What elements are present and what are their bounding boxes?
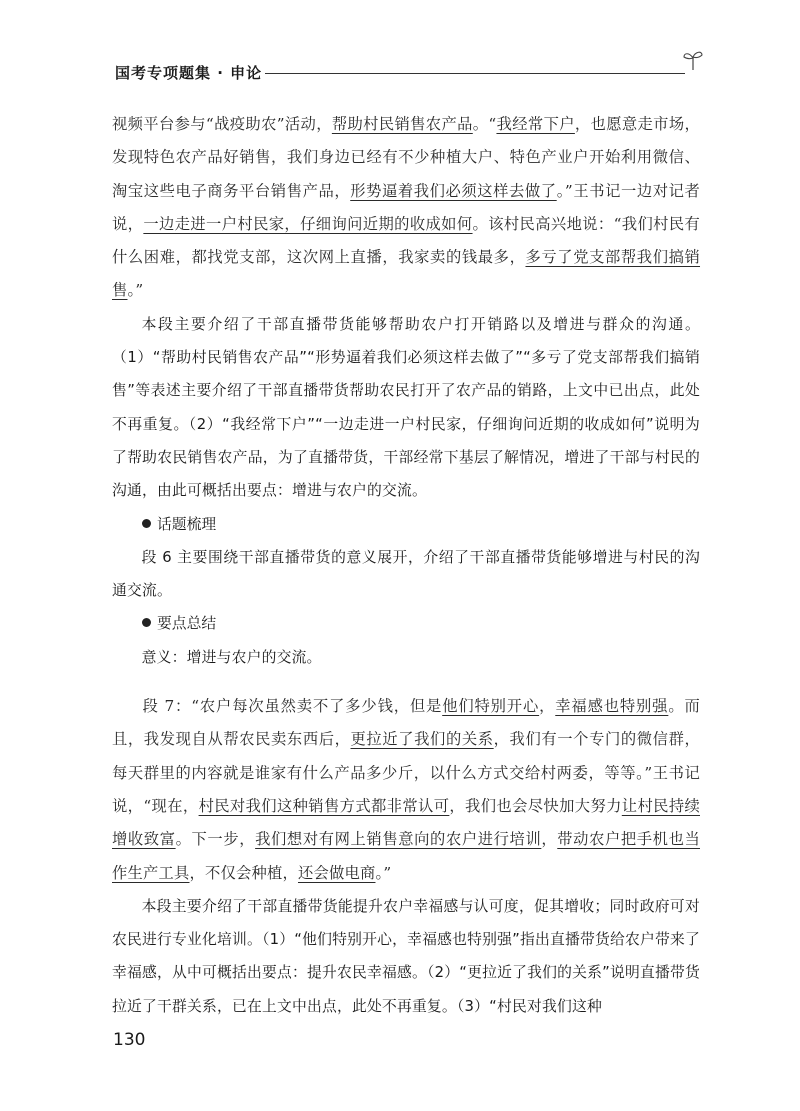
- topic-text: 段 6 主要围绕干部直播带货的意义展开，介绍了干部直播带货能够增进与村民的沟通交流。: [112, 548, 700, 600]
- text-run: 。该村民高兴地说：“我们村民有什么困难，都找党支部，这次网上直播，我家卖的钱最多，: [112, 214, 700, 267]
- text-run: 段 7：“农户每次虽然卖不了多少钱，但是: [142, 697, 443, 716]
- spacer: [112, 674, 700, 690]
- summary-text: 意义：增进与农户的交流。: [141, 648, 322, 666]
- underlined-phrase: 我经常下户: [496, 115, 575, 133]
- analysis-paragraph-7: 本段主要介绍了干部直播带货能提升农户幸福感与认可度，促其增收；同时政府可对农民进行专业化培训。（1）“他们特别开心，幸福感也特别强”指出直播带货给农户带来了幸福感，从中可概括出要点：提升农民幸福感。（2）“更拉近了我们的关系”说明直播带货拉近了干群关系，已在上文中出点，此处不再重复。（3）“村民对我们这种: [112, 897, 700, 1015]
- header-rule: [265, 73, 685, 74]
- page-number: 130: [113, 1030, 146, 1050]
- underlined-phrase: 让村民持续增收致富: [112, 796, 700, 849]
- underlined-phrase: 更拉近了我们的关系: [350, 730, 494, 749]
- text-run: 。下一步，: [175, 830, 256, 849]
- underlined-phrase: 我们想对有网上销售意向的农户进行培训: [255, 830, 542, 849]
- text-run: ，也愿意走市场，发现特色农产品好销售，我们身边已经有不少种植大户、特色产业户开始利用微信、淘宝这些电子商务平台销售产品，: [112, 115, 700, 200]
- text-run: ，我们有一个专门的微信群，每天群里的内容就是谁家有什么产品多少斤，以什么方式交给村两委，等等。”王书记说，“现在，: [112, 730, 700, 815]
- sprout-icon: [681, 48, 705, 72]
- text-run: ，: [539, 697, 556, 716]
- text-run: 。”王书记一边对记者说，: [112, 181, 700, 233]
- text-run: ，: [541, 830, 558, 849]
- text-run: 视频平台参与“战疫助农”活动，: [112, 115, 332, 133]
- header-title: 国考专项题集 · 申论: [115, 64, 263, 82]
- underlined-phrase: 形势逼着我们必须这样去做了: [350, 181, 557, 200]
- underlined-phrase: 他们特别开心: [442, 697, 540, 716]
- running-header: [115, 62, 695, 86]
- bullet-icon: [142, 519, 151, 528]
- underlined-phrase: 村民对我们这种销售方式都非常认可: [198, 796, 450, 815]
- text-run: ，我们也会尽快加大努力: [449, 796, 622, 815]
- summary-heading: [112, 607, 700, 640]
- quote-paragraph-6: [112, 108, 700, 308]
- analysis-paragraph-6: 本段主要介绍了干部直播带货能够帮助农户打开销路以及增进与群众的沟通。（1）“帮助村民销售农产品”“形势逼着我们必须这样去做了”“多亏了党支部帮我们搞销售”等表述主要介绍了干部直播带货帮助农民打开了农产品的销路，上文中已出点，此处不再重复。（2）“我经常下户”“一边走进一户村民家，仔细询问近期的收成如何”说明为了帮助农民销售农产品，为了直播带货，干部经常下基层了解情况，增进了干部与村民的沟通，由此可概括出要点：增进与农户的交流。: [112, 315, 700, 500]
- underlined-phrase: 带动农户把手机也当作生产工具: [112, 830, 700, 882]
- text-run: 。”: [127, 281, 144, 300]
- text-run: ，不仅会种植，: [189, 863, 298, 882]
- underlined-phrase: 还会做电商: [297, 863, 376, 882]
- topic-heading: [112, 508, 700, 541]
- text-run: 。“: [472, 115, 497, 133]
- underlined-phrase: 帮助村民销售农产品: [331, 115, 473, 133]
- underlined-phrase: 幸福感也特别强: [555, 697, 669, 716]
- underlined-phrase: 多亏了党支部帮我们搞销售: [112, 248, 701, 300]
- underlined-phrase: 一边走进一户村民家，仔细询问近期的收成如何: [143, 214, 473, 233]
- topic-heading-label: 话题梳理: [157, 515, 217, 533]
- bullet-icon: [142, 618, 151, 627]
- text-run: 。而且，我发现自从帮农民卖东西后，: [112, 697, 700, 749]
- text-run: 。”: [375, 863, 392, 882]
- page-content: [112, 108, 700, 1023]
- quote-paragraph-7: [112, 690, 700, 890]
- summary-heading-label: 要点总结: [157, 615, 217, 633]
